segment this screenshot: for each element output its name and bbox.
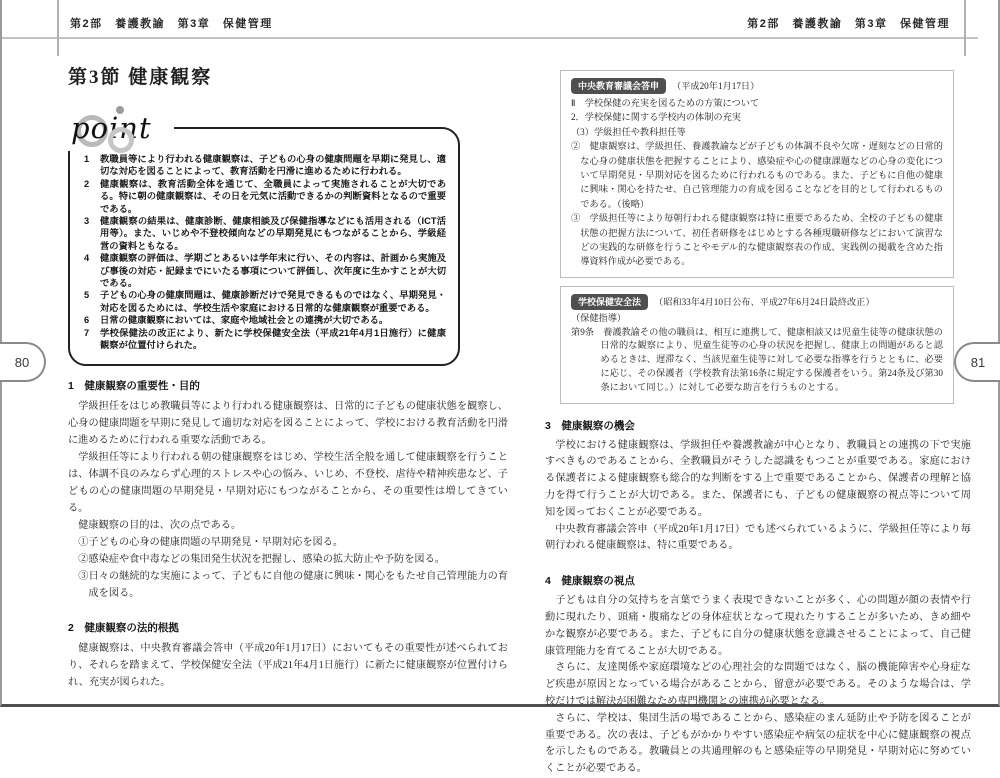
point-item-number: 7 [84,327,90,338]
reference-tag: 中央教育審議会答申 [571,78,666,94]
reference-tag: 学校保健安全法 [571,294,648,310]
section-heading: 2 健康観察の法的根拠 [68,621,179,634]
point-logo-circle-icon [108,127,134,153]
reference-box-header [571,294,943,310]
header-tick-left [57,0,59,56]
paragraph: 健康観察は、中央教育審議会答申（平成20年1月17日）においてもその重要性が述べられており、それらを踏まえて、学校保健安全法（平成21年4月1日施行）に新たに健康観察が位置付けられ、充実が図られた。 [68,642,508,688]
right-page [545,70,971,778]
header-tick-right [964,0,966,56]
point-item-text: 健康観察の評価は、学期ごとあるいは学年末に行い、その内容は、計画から実施及び事後の対応・記録までにいたる事項について評価し、次年度に生かすことが大切である。 [100,253,446,289]
reference-line: ③ 学級担任等により毎朝行われる健康観察は特に重要であるため、全校の子どもの健康状態の把握方法について、初任者研修をはじめとする各種現職研修などにおいて演習などの実践的な研修を行うことやモデル的な健康観察表の作成、実践例の掲載を含めた指導資料作成が必要である。 [571,213,943,267]
point-logo-text: point [71,111,152,145]
reference-box-header [571,78,943,94]
reference-line: Ⅱ 学校保健の充実を図るための方策について [571,98,760,108]
running-header-left: 第2部 養護教諭 第3章 保健管理 [70,18,273,30]
numbered-line: ②感染症や食中毒などの集団発生状況を把握し、感染の拡大防止や予防を図る。 [78,553,445,565]
point-item [84,153,446,178]
paragraph: さらに、学校は、集団生活の場であることから、感染症のまん延防止や予防を図ることが重要である。次の表は、子どもがかかりやすい感染症や病気の症状を中心に健康観察の視点を示したものである。教職員との共通理解のもと感染症等の早期発見・早期対応に努めていくことが必要である。 [545,712,971,775]
law-article [571,326,943,395]
left-page [68,62,508,691]
section-heading: 1 健康観察の重要性・目的 [68,379,200,392]
reference-line: （3）学級担任や教科担任等 [571,126,686,137]
section-opportunity [545,418,971,556]
reference-date: （平成20年1月17日） [672,81,760,91]
paragraph: 学級担任等により行われる朝の健康観察をはじめ、学校生活全般を通して健康観察を行うことは、体調不良のみならず心理的ストレスや心の悩み、いじめ、不登校、虐待や精神疾患など、子どもの心の健康問題の早期発見・早期対応にもつながることから、その重要性は増してきている。 [68,451,508,514]
point-item-text: 学校保健法の改正により、新たに学校保健安全法（平成21年4月1日施行）に健康観察が位置付けられた。 [100,327,446,351]
point-item-text: 健康観察の結果は、健康診断、健康相談及び保健指導などにも活用される（ICT活用等）。また、いじめや不登校傾向などの早期発見にもつながることから、学級経営の資料ともなる。 [100,216,446,251]
page-number-left: 80 [0,342,46,382]
reference-subtitle: （保健指導） [571,312,627,323]
section-heading: 3 健康観察の機会 [545,419,635,432]
numbered-line: ③日々の継続的な実施によって、子どもに自他の健康に興味・関心をもたせ自己管理能力の育成を図る。 [78,570,508,599]
point-item-text: 健康観察は、教育活動全体を通じて、全職員によって実施されることが大切である。特に朝の健康観察は、その日を元気に活動できるかの判断資料となるので重要である。 [100,178,446,214]
paragraph: 健康観察の目的は、次の点である。 [78,519,242,531]
article-text: 養護教諭その他の職員は、相互に連携して、健康相談又は児童生徒等の健康状態の日常的な観察により、児童生徒等の心身の状況を把握し、健康上の問題があると認めるときは、遅滞なく、当該児童生徒等に対して必要な指導を行うとともに、必要に応じ、その保護者（学校教育法第16条に規定する保護者をいう。第24条及び第30条において同じ。）に対して必要な助言を行うものとする。 [593,326,943,392]
page-number-right: 81 [954,342,1000,382]
section-title: 第3節 健康観察 [68,67,213,88]
paragraph: 学校における健康観察は、学級担任や養護教諭が中心となり、教職員との連携の下で実施すべきものであることから、全教職員がそうした認識をもつことが重要である。家庭における保護者による健康観察も総合的な判断をする上で重要であることから、保護者の理解と協力を得て行うことが大切である。また、保護者にも、子どもの健康観察の視点等について周知を図っておくことが必要である。 [545,439,971,518]
point-item [84,252,446,289]
point-logo [64,105,174,151]
header-rule [2,37,978,39]
point-item-number: 5 [84,290,90,301]
point-item-number: 2 [84,178,90,189]
point-item-text: 子どもの心身の健康問題は、健康診断だけで発見できるものではなく、早期発見・対応を図るためには、学校生活や家庭における日常的な健康観察が重要である。 [100,290,446,313]
point-item-number: 6 [84,315,90,326]
reference-line: ② 健康観察は、学級担任、養護教諭などが子どもの体調不良や欠席・遅刻などの日常的な心身の健康状態を把握することにより、感染症や心の健康課題などの心身の変化について早期発見・早期対応を図るために行われるものである。また、子どもに自他の健康に興味・関心を持たせ、自己管理能力の育成を図ることなどを目的として行われるものである。（後略） [571,141,943,209]
point-box [68,111,460,366]
point-item [84,178,446,215]
point-item [84,289,446,314]
paragraph: 学級担任をはじめ教職員等により行われる健康観察は、日常的に子どもの健康状態を観察し、心身の健康問題を早期に発見して適切な対応を図ることによって、学校における教育活動を円滑に進めるために行われる重要な活動である。 [68,400,508,446]
point-item-text: 教職員等により行われる健康観察は、子どもの心身の健康問題を早期に発見し、適切な対応を図ることによって、教育活動を円滑に進めるために行われる。 [100,154,446,177]
paragraph: 中央教育審議会答申（平成20年1月17日）でも述べられているように、学級担任等により毎朝行われる健康観察は、特に重要である。 [545,523,971,552]
section-importance [68,378,508,602]
reference-line: 2．学校保健に関する学校内の体制の充実 [571,112,741,123]
point-item-number: 3 [84,216,90,227]
numbered-line: ①子どもの心身の健康問題の早期発見・早期対応を図る。 [78,536,344,548]
section-legal-basis [68,620,508,691]
running-header-right: 第2部 養護教諭 第3章 保健管理 [747,18,950,30]
point-item-number: 1 [84,154,90,164]
point-item-text: 日常の健康観察においては、家庭や地域社会との連携が大切である。 [100,315,389,326]
point-item [84,215,446,252]
safety-law-box [560,286,954,404]
point-item [84,327,446,352]
point-item-number: 4 [84,253,90,264]
section-viewpoint [545,573,971,778]
reference-date: （昭和33年4月10日公布、平成27年6月24日最終改正） [654,296,875,307]
paragraph: 子どもは自分の気持ちを言葉でうまく表現できないことが多く、心の問題が顔の表情や行動に現れたり、頭痛・腹痛などの身体症状となって現れたりすることが多いため、きめ細やかな観察が必要である。また、子どもに自分の健康状態を意識させることによって、自己健康管理能力を育てることが大切である。 [545,595,971,657]
paragraph: さらに、友達関係や家庭環境などの心理社会的な問題ではなく、脳の機能障害や心身症など疾患が原因となっている場合があることから、留意が必要である。そのような場合は、学校だけでは解決が困難なため専門機関との連携が必要となる。 [545,662,971,708]
council-report-box [560,70,954,278]
section-heading: 4 健康観察の視点 [545,575,635,588]
article-number: 第9条 [571,326,594,337]
point-item [84,314,446,326]
